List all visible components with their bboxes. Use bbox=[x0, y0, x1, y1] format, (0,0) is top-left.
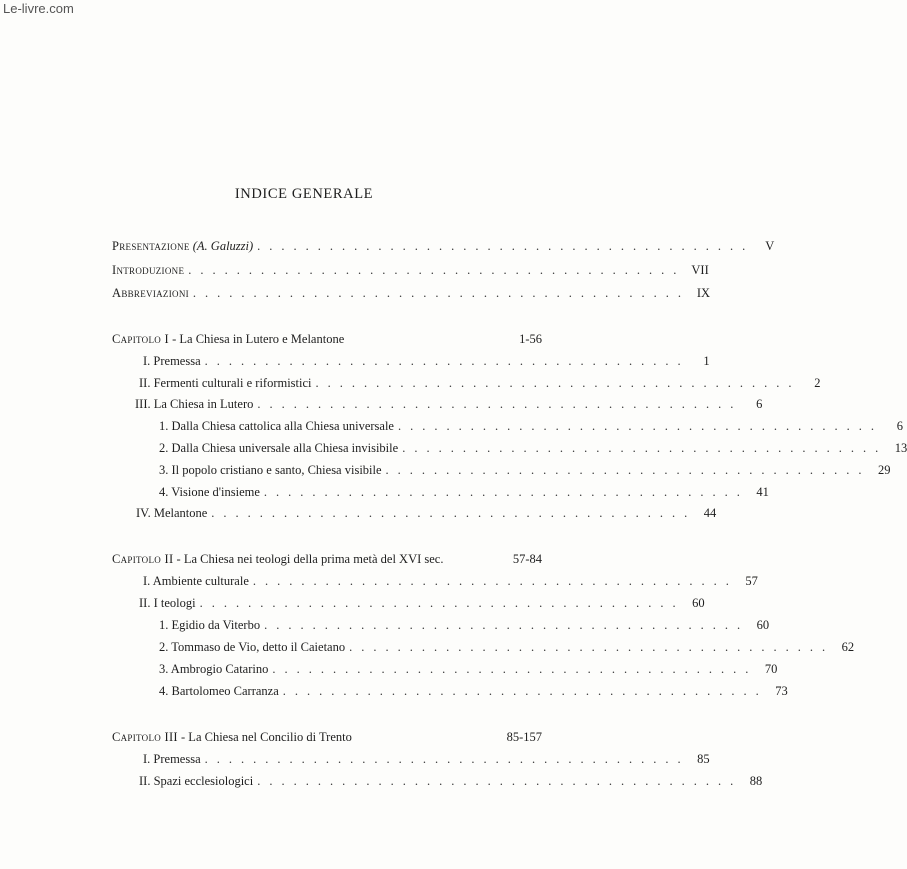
toc-leader-dots: ........................................ bbox=[385, 463, 871, 477]
toc-page-number: VII bbox=[691, 263, 709, 277]
toc-leader-dots: ........................................ bbox=[257, 774, 743, 788]
toc-leader-dots: ......................................... bbox=[257, 239, 755, 253]
toc-entry bbox=[143, 353, 710, 369]
toc-subentry bbox=[159, 639, 855, 655]
toc-subentry bbox=[159, 661, 778, 677]
chapter-heading bbox=[112, 331, 542, 347]
toc-entry-label: 3. Il popolo cristiano e santo, Chiesa visibile bbox=[159, 463, 382, 477]
toc-subentry bbox=[159, 462, 891, 478]
toc-entry-label: 1. Egidio da Viterbo bbox=[159, 618, 261, 632]
site-watermark: Le-livre.com bbox=[3, 1, 74, 16]
toc-leader-dots: ........................................ bbox=[257, 397, 743, 411]
toc-leader-dots: ........................................ bbox=[263, 485, 749, 499]
toc-entry-label: 2. Tommaso de Vio, detto il Caietano bbox=[159, 640, 346, 654]
toc-leader-dots: ........................................ bbox=[397, 419, 883, 433]
toc-entry bbox=[136, 505, 717, 521]
chapter-number: Capitolo II bbox=[112, 552, 174, 566]
toc-entry-label: II. I teologi bbox=[139, 596, 196, 610]
chapter-page-range: 1-56 bbox=[519, 332, 542, 346]
toc-entry bbox=[143, 751, 710, 767]
chapter-page-range: 57-84 bbox=[512, 552, 542, 566]
toc-entry-label: I. Ambiente culturale bbox=[143, 574, 249, 588]
toc-front-abbreviazioni bbox=[112, 285, 711, 301]
toc-entry-label: 4. Bartolomeo Carranza bbox=[159, 684, 279, 698]
toc-page-number: 60 bbox=[692, 596, 705, 610]
toc-page-number: 2 bbox=[814, 376, 821, 390]
chapter-heading bbox=[112, 551, 542, 567]
toc-entry-label: II. Spazi ecclesiologici bbox=[139, 774, 254, 788]
toc-leader-dots: ........................................ bbox=[402, 441, 888, 455]
page-title: INDICE GENERALE bbox=[234, 186, 374, 202]
toc-page-number: 13 bbox=[894, 441, 907, 455]
toc-page-number: 88 bbox=[749, 774, 763, 788]
toc-page-number: 41 bbox=[756, 485, 769, 499]
toc-entry bbox=[143, 573, 758, 589]
toc-front-label: Presentazione bbox=[112, 239, 190, 253]
toc-entry-label: 2. Dalla Chiesa universale alla Chiesa invisibile bbox=[159, 441, 399, 455]
toc-leader-dots: ........................................ bbox=[264, 618, 750, 632]
toc-entry-label: 4. Visione d'insieme bbox=[159, 485, 260, 499]
toc-entry-label: I. Premessa bbox=[143, 752, 201, 766]
toc-front-label: Introduzione bbox=[112, 263, 185, 277]
toc-subentry bbox=[159, 440, 907, 456]
toc-leader-dots: ........................................ bbox=[199, 596, 685, 610]
toc-leader-dots: ......................................... bbox=[188, 263, 686, 277]
chapter-title: - La Chiesa nel Concilio di Trento bbox=[177, 730, 352, 744]
toc-front-label: Abbreviazioni bbox=[112, 286, 189, 300]
toc-subentry bbox=[159, 617, 770, 633]
toc-page-number: 60 bbox=[756, 618, 770, 632]
toc-leader-dots: ........................................ bbox=[282, 684, 768, 698]
toc-leader-dots: ........................................ bbox=[252, 574, 738, 588]
toc-leader-dots: ........................................ bbox=[204, 354, 690, 368]
toc-leader-dots: ........................................ bbox=[315, 376, 801, 390]
toc-page-number: IX bbox=[696, 286, 711, 300]
toc-entry bbox=[135, 396, 763, 412]
toc-page-number: V bbox=[765, 239, 775, 253]
toc-entry-label: I. Premessa bbox=[143, 354, 201, 368]
chapter-title: - La Chiesa in Lutero e Melantone bbox=[168, 332, 345, 346]
toc-page-number: 6 bbox=[756, 397, 763, 411]
toc-page-number: 62 bbox=[841, 640, 855, 654]
chapter-title: - La Chiesa nei teologi della prima metà del XVI sec. bbox=[173, 552, 444, 566]
toc-page-number: 73 bbox=[775, 684, 788, 698]
toc-page-number: 44 bbox=[703, 506, 717, 520]
toc-leader-dots: ........................................ bbox=[204, 752, 690, 766]
toc-front-author: (A. Galuzzi) bbox=[192, 239, 254, 253]
toc-subentry bbox=[159, 418, 903, 434]
toc-entry-label: IV. Melantone bbox=[136, 506, 208, 520]
toc-page-number: 6 bbox=[896, 419, 903, 433]
toc-leader-dots: ......................................... bbox=[192, 286, 691, 300]
chapter-page-range: 85-157 bbox=[506, 730, 542, 744]
toc-subentry bbox=[159, 683, 788, 699]
toc-entry bbox=[139, 375, 821, 391]
toc-entry-label: III. La Chiesa in Lutero bbox=[135, 397, 254, 411]
toc-entry bbox=[139, 595, 705, 611]
toc-leader-dots: ........................................ bbox=[272, 662, 758, 676]
toc-leader-dots: ........................................ bbox=[211, 506, 697, 520]
toc-entry bbox=[139, 773, 763, 789]
toc-front-presentazione bbox=[112, 238, 775, 254]
toc-page-number: 57 bbox=[745, 574, 758, 588]
toc-entry-label: II. Fermenti culturali e riformistici bbox=[139, 376, 312, 390]
toc-page-number: 85 bbox=[697, 752, 710, 766]
chapter-number: Capitolo III bbox=[112, 730, 178, 744]
toc-entry-label: 3. Ambrogio Catarino bbox=[159, 662, 269, 676]
toc-page-number: 70 bbox=[764, 662, 778, 676]
toc-entry-label: 1. Dalla Chiesa cattolica alla Chiesa universale bbox=[159, 419, 394, 433]
toc-page-number: 29 bbox=[878, 463, 891, 477]
toc-front-introduzione bbox=[112, 262, 709, 278]
chapter-number: Capitolo I bbox=[112, 332, 169, 346]
chapter-heading bbox=[112, 729, 542, 745]
toc-subentry bbox=[159, 484, 769, 500]
toc-page-number: 1 bbox=[703, 354, 710, 368]
toc-leader-dots: ........................................ bbox=[349, 640, 835, 654]
